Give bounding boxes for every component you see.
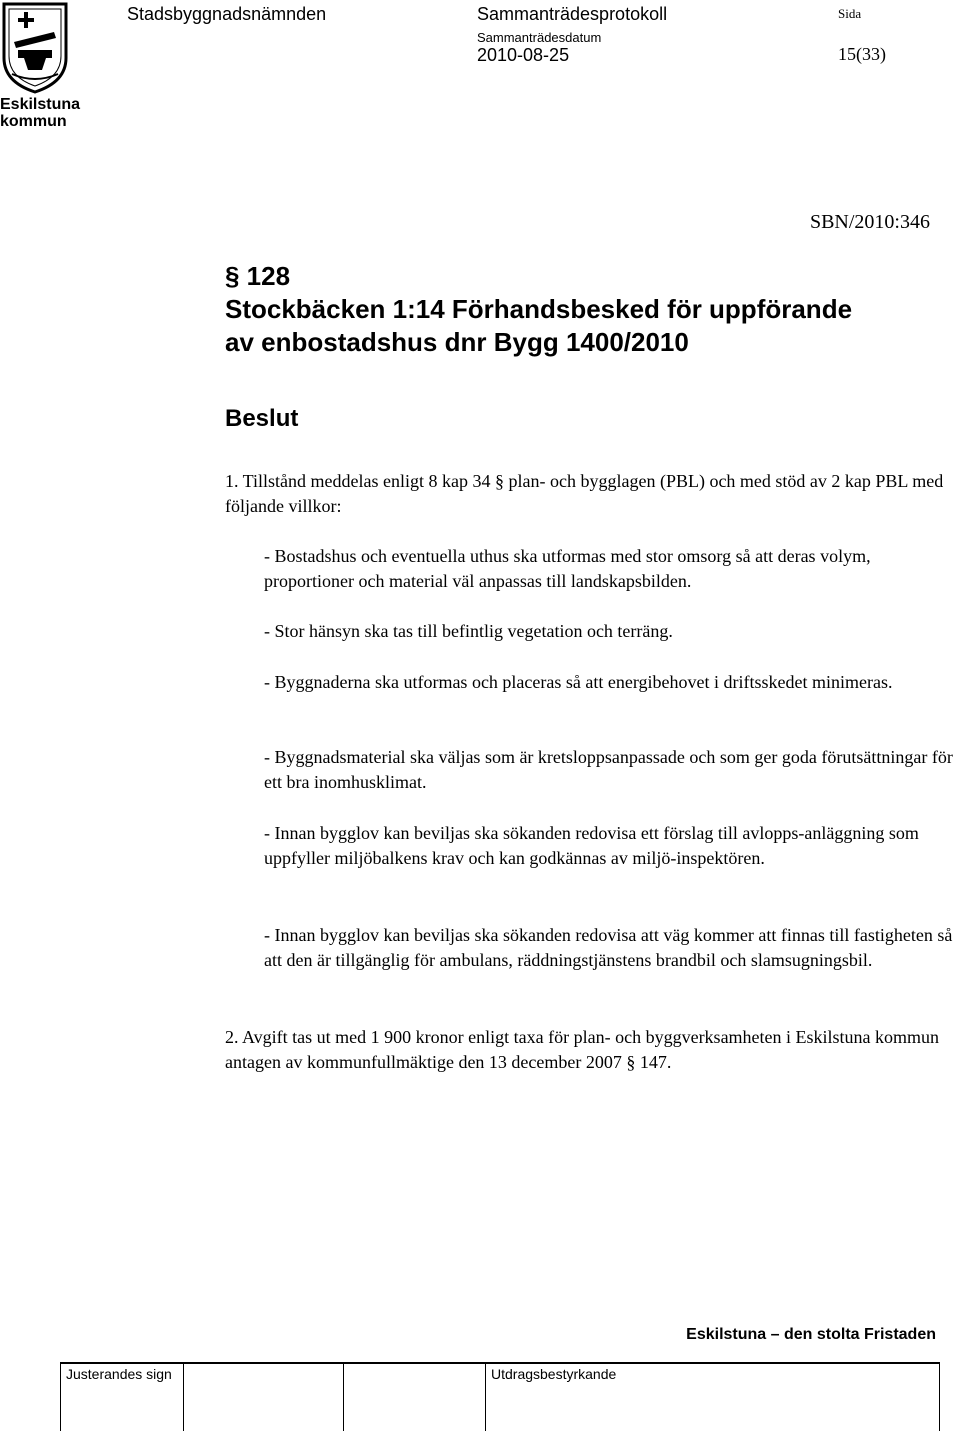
decision-heading: Beslut — [225, 405, 299, 432]
eskilstuna-kommun-logo — [0, 0, 81, 135]
decision-item-1: 1. Tillstånd meddelas enligt 8 kap 34 § plan- och bygglagen (PBL) och med stöd av 2 kap PBL med följande villkor: — [225, 471, 944, 516]
page-title — [225, 260, 852, 359]
footer-divider — [485, 1362, 486, 1431]
condition-4: - Byggnadsmaterial ska väljas som är kretsloppsanpassade och som ger goda förutsättningar för ett bra inomhusklimat. — [264, 747, 953, 792]
page-label: Sida — [838, 6, 862, 21]
condition-6: - Innan bygglov kan beviljas ska sökanden redovisa att väg kommer att finnas till fastigheten så att den är tillgänglig för ambulans, räddningstjänstens brandbil och slamsugningsbil. — [264, 925, 953, 970]
logo-text-line2: kommun — [0, 113, 67, 130]
title-line-2: av enbostadshus dnr Bygg 1400/2010 — [225, 327, 689, 357]
condition-3: - Byggnaderna ska utformas och placeras så att energibehovet i driftsskedet minimeras. — [264, 672, 893, 692]
section-number: § 128 — [225, 261, 291, 291]
case-number: SBN/2010:346 — [809, 211, 930, 233]
meeting-date: 2010-08-25 — [477, 45, 570, 65]
utdragsbestyrkande-label: Utdragsbestyrkande — [491, 1366, 617, 1382]
decision-item-2: 2. Avgift tas ut med 1 900 kronor enligt taxa för plan- och byggverksamheten i Eskilstuna kommun antagen av kommunfullmäktige den 13 december 2007 § 147. — [225, 1027, 940, 1072]
footer-divider — [343, 1362, 344, 1431]
condition-2: - Stor hänsyn ska tas till befintlig vegetation och terräng. — [264, 621, 673, 641]
condition-5: - Innan bygglov kan beviljas ska sökanden redovisa ett förslag till avlopps-anläggning som uppfyller miljöbalkens krav och kan godkännas av miljö-inspektören. — [264, 823, 919, 868]
page-number: 15(33) — [838, 44, 886, 64]
committee-name: Stadsbyggnadsnämnden — [127, 4, 327, 24]
footer-divider — [939, 1362, 940, 1431]
document-type: Sammanträdesprotokoll — [477, 4, 668, 24]
footer-rule — [60, 1362, 940, 1364]
slogan: Eskilstuna – den stolta Fristaden — [686, 1326, 936, 1343]
title-line-1: Stockbäcken 1:14 Förhandsbesked för uppförande — [225, 294, 853, 324]
condition-1: - Bostadshus och eventuella uthus ska utformas med stor omsorg så att deras volym, proportioner och material väl anpassas till landskapsbilden. — [264, 546, 871, 591]
justerandes-sign-label: Justerandes sign — [66, 1366, 172, 1382]
date-label: Sammanträdesdatum — [477, 30, 602, 45]
footer-divider — [60, 1362, 61, 1431]
logo-text-line1: Eskilstuna — [0, 96, 81, 113]
footer-divider — [183, 1362, 184, 1431]
